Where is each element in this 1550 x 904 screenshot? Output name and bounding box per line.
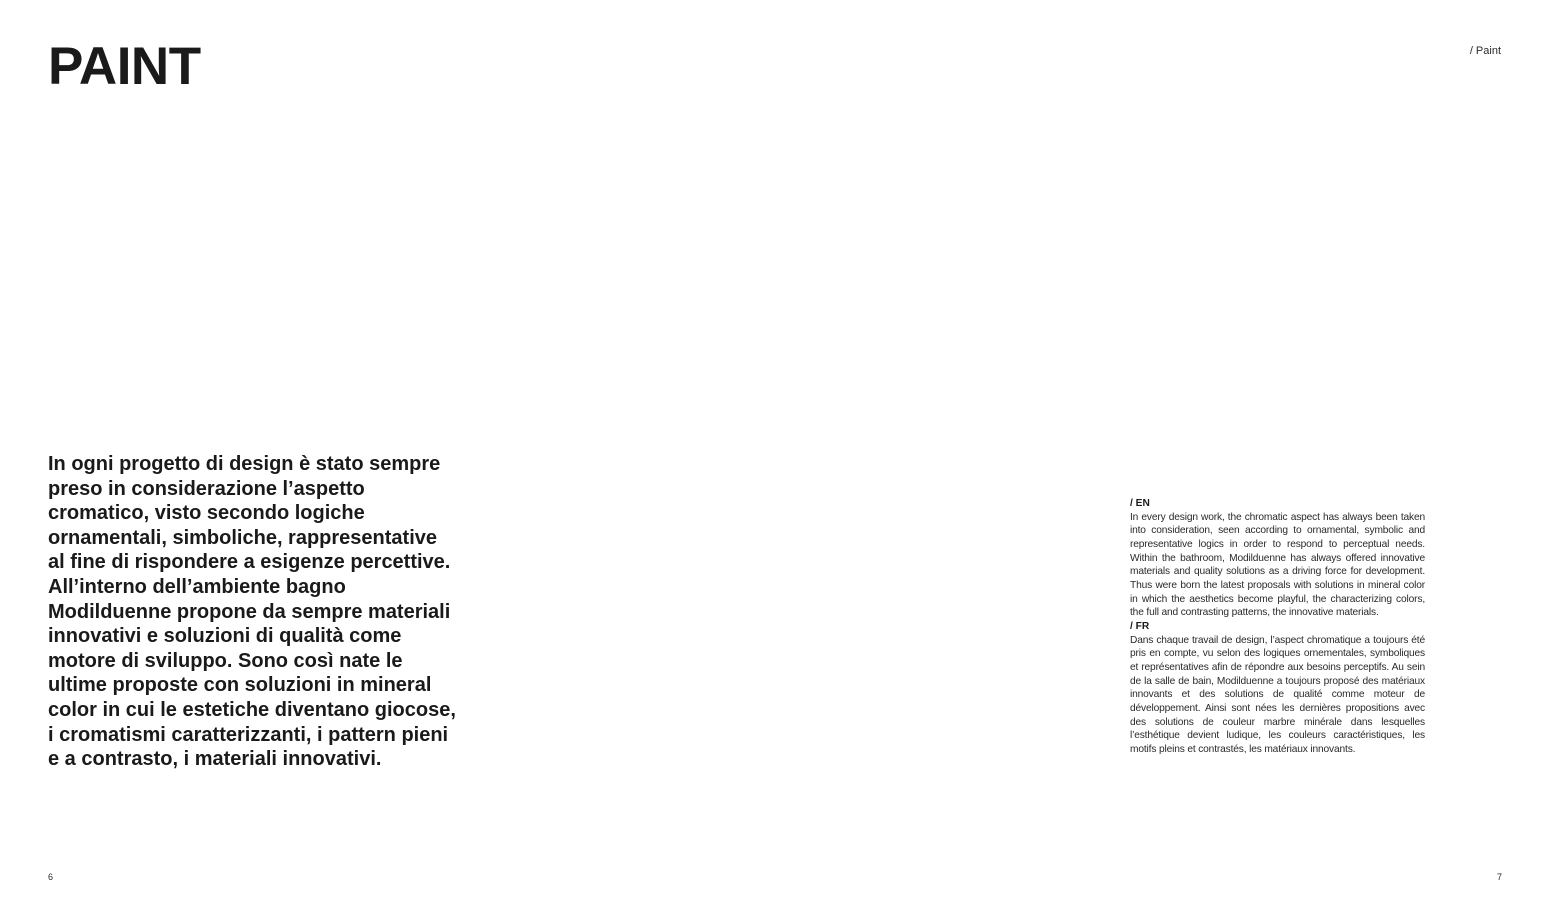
page-number-left: 6 bbox=[48, 872, 54, 882]
english-label: / EN bbox=[1130, 498, 1150, 509]
page-number-right: 7 bbox=[1496, 872, 1502, 882]
french-body-text: Dans chaque travail de design, l’aspect chromatique a toujours été pris en compte, vu selon des logiques ornementales, symboliques et représentatives afin de répondre aux besoins perceptifs. Au sein de la salle de bain, Modilduenne a toujours proposé des matériaux innovants et des solutions de qualité comme moteur de développement. Ainsi sont nées les dernières propositions avec des solutions de couleur marbre minérale dans lesquelles l’esthétique devient ludique, les couleurs caractéristiques, les motifs pleins et contrastés, les matériaux innovants. bbox=[1130, 634, 1425, 755]
section-label: / Paint bbox=[1469, 45, 1501, 57]
translations-block bbox=[1130, 497, 1425, 756]
italian-body-text: In ogni progetto di design è stato sempre preso in considerazione l’aspetto cromatico, visto secondo logiche ornamentali, simboliche, rappresentative al fine di rispondere a esigenze percettive. All’interno dell’ambiente bagno Modilduenne propone da sempre materiali innovativi e soluzioni di qualità come motore di sviluppo. Sono così nate le ultime proposte con soluzioni in mineral color in cui le estetiche diventano giocose, i cromatismi caratterizzanti, i pattern pieni e a contrasto, i materiali innovativi. bbox=[48, 453, 456, 771]
french-label: / FR bbox=[1130, 620, 1150, 632]
page-title: PAINT bbox=[48, 37, 201, 96]
english-body-text: In every design work, the chromatic aspect has always been taken into consideration, seen according to ornamental, symbolic and representative logics in order to respond to perceptual needs. Within the bathroom, Modilduenne has always offered innovative materials and quality solutions as a driving force for development. Thus were born the latest proposals with solutions in mineral color in which the aesthetics become playful, the characterizing colors, the full and contrasting patterns, the innovative materials. bbox=[1130, 511, 1425, 619]
